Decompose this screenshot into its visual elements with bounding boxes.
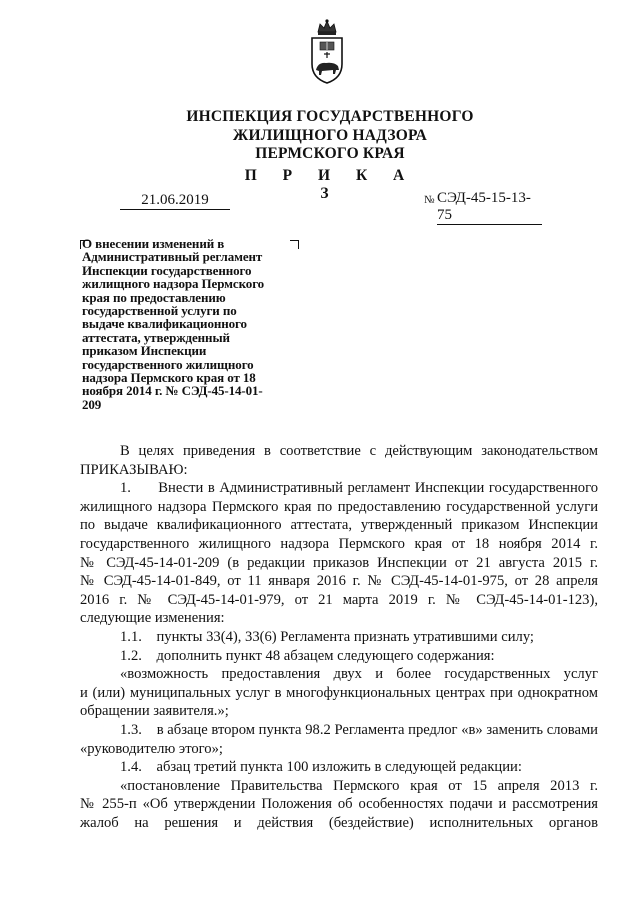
body-line: 2016 г. № СЭД-45-14-01-979, от 21 марта 2019 г. № СЭД-45-14-01-123), — [80, 591, 598, 608]
org-title-line: ЖИЛИЩНОГО НАДЗОРА — [232, 126, 428, 144]
body-line: № СЭД-45-14-01-209 (в редакции приказов Инспекции от 21 августа 2015 г. — [80, 554, 598, 571]
body-line: 1.3. в абзаце втором пункта 98.2 Регламента предлог «в» заменить словами — [120, 722, 598, 738]
body-line: ПРИКАЗЫВАЮ: — [80, 461, 188, 478]
body-line: по выдаче квалификационного аттестата, утвержденный приказом Инспекции — [80, 517, 598, 534]
document-number: СЭД-45-15-13-75 — [437, 190, 542, 225]
body-line: № 255-п «Об утверждении Положения об особенностях подачи и рассмотрения — [80, 796, 598, 813]
subject-line: государственного жилищного — [82, 356, 254, 372]
document-subject — [82, 237, 297, 411]
body-line: жилищного надзора Пермского края по предоставлению государственной услуги — [80, 498, 598, 515]
subject-line: приказом Инспекции — [82, 343, 207, 359]
document-type: П Р И К А З — [244, 167, 416, 202]
body-line: обращении заявителя.»; — [80, 703, 229, 720]
body-line: государственного жилищного надзора Пермского края от 18 ноября 2014 г. — [80, 536, 598, 552]
subject-line: жилищного надзора Пермского — [82, 276, 265, 292]
org-title-line: ПЕРМСКОГО КРАЯ — [255, 145, 405, 162]
body-line: 1.2. дополнить пункт 48 абзацем следующего содержания: — [120, 647, 495, 664]
body-line: «руководителю этого»; — [80, 740, 223, 757]
org-title-line: ИНСПЕКЦИЯ ГОСУДАРСТВЕННОГО — [186, 108, 474, 125]
body-line: 1.4. абзац третий пункта 100 изложить в следующей редакции: — [120, 759, 522, 776]
subject-line: края по предоставлению — [82, 289, 226, 305]
body-line: № СЭД-45-14-01-849, от 11 января 2016 г. № СЭД-45-14-01-975, от 28 апреля — [80, 573, 598, 590]
body-line: и (или) муниципальных услуг в многофункциональных центрах при однократном — [80, 684, 598, 701]
subject-line: О внесении изменений в — [82, 236, 225, 251]
subject-line: аттестата, утвержденный — [82, 329, 230, 345]
body-line: «возможность предоставления двух и более государственных услуг — [120, 666, 598, 683]
subject-line: Административный регламент — [82, 249, 263, 265]
body-line: жалоб на решения и действия (бездействие) исполнительных органов — [80, 815, 598, 831]
subject-line: 209 — [82, 396, 102, 412]
organization-title — [150, 108, 510, 164]
body-line: 1.1. пункты 33(4), 33(6) Регламента признать утратившими силу; — [120, 629, 534, 645]
body-line: В целях приведения в соответствие с действующим законодательством — [120, 443, 598, 459]
body-line: 1. Внести в Административный регламент Инспекции государственного — [120, 480, 598, 497]
subject-line: государственной услуги по — [82, 303, 237, 319]
number-sign: № — [424, 194, 435, 206]
body-line: следующие изменения: — [80, 610, 225, 627]
body-line: «постановление Правительства Пермского края от 15 апреля 2013 г. — [120, 777, 598, 794]
coat-of-arms-icon — [306, 18, 348, 86]
subject-line: надзора Пермского края от 18 — [82, 370, 256, 386]
subject-line: выдаче квалификационного — [82, 316, 247, 332]
subject-line: ноября 2014 г. № СЭД-45-14-01- — [82, 383, 263, 399]
document-date: 21.06.2019 — [120, 192, 230, 210]
subject-line: Инспекции государственного — [82, 262, 252, 278]
